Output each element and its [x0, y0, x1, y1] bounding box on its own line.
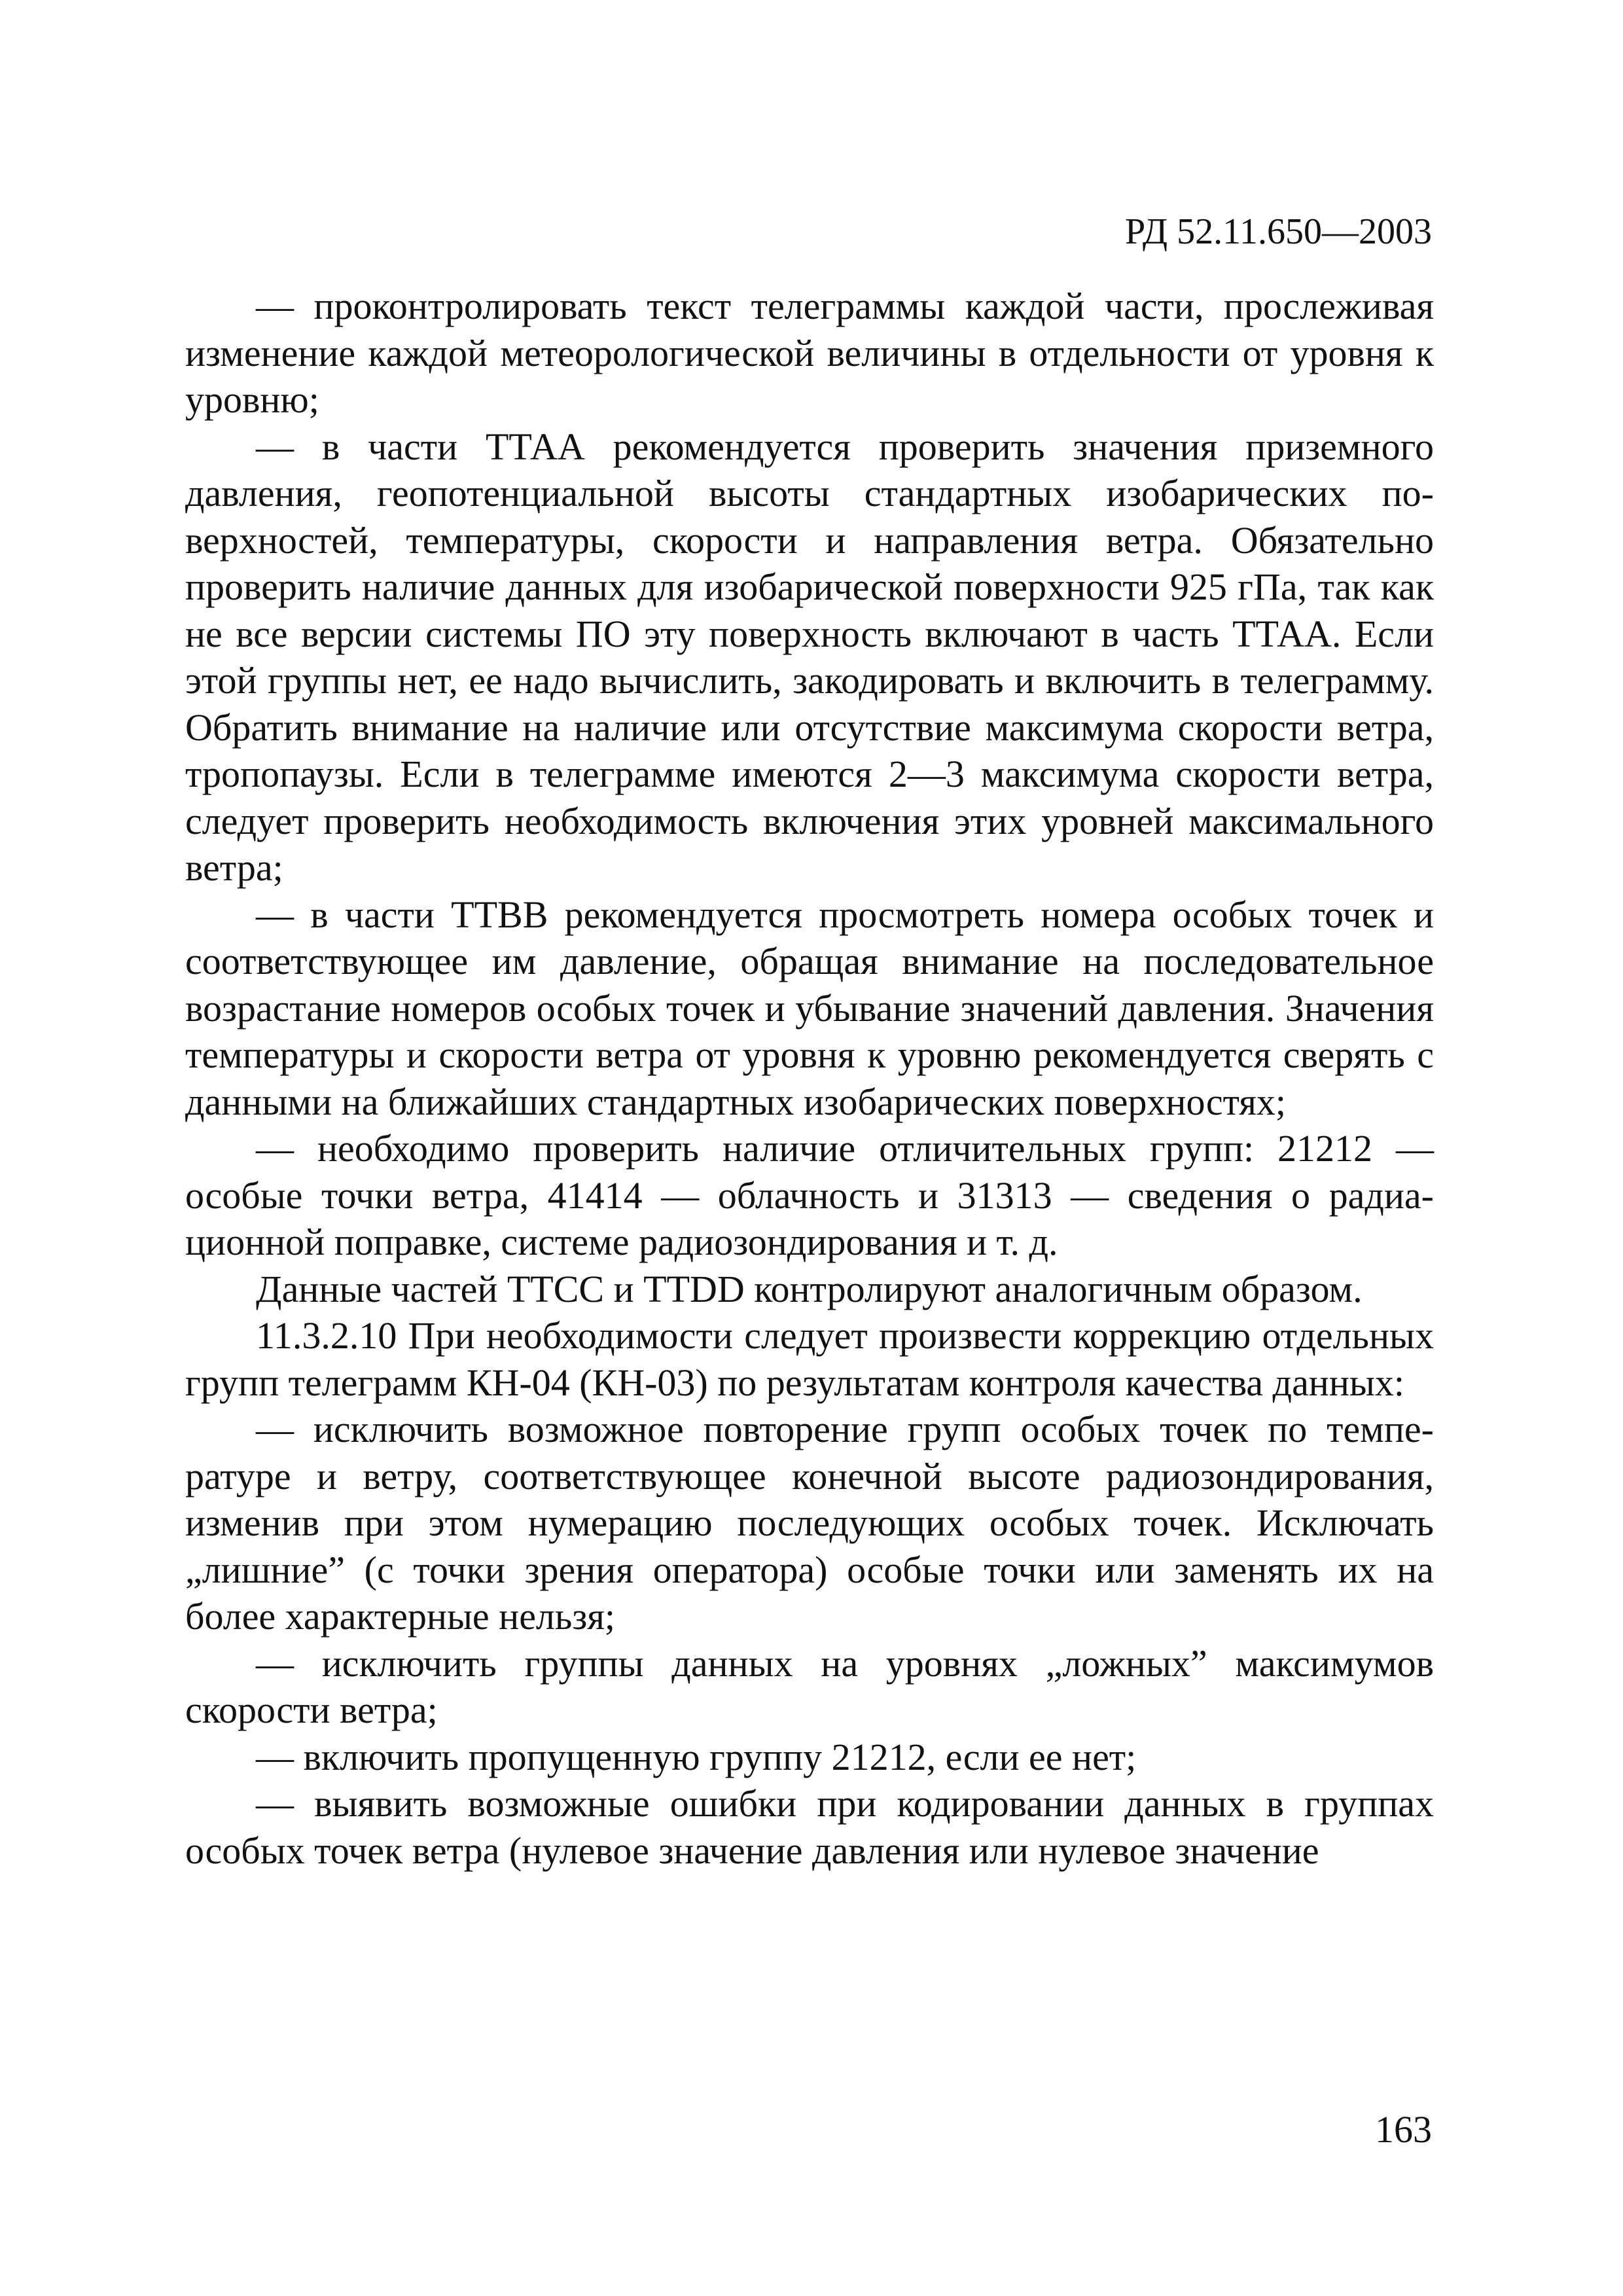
paragraph: — необходимо проверить наличие отличительных групп: 21212 — особые точки ветра, 41414 — облачность и 31313 — сведения о радиационной поправке, системе радиозондирования и т. д. — [185, 1127, 1434, 1263]
running-header: РД 52.11.650—2003 — [1124, 211, 1432, 252]
paragraph: — исключить возможное повторение групп особых точек по температуре и ветру, соответствующее конечной высоте радиозондирования, изменив при этом нумерацию последующих особых точек. Исключать „лишние” (с точки зрения оператора) особые точки или заменять их на более характерные нельзя; — [185, 1408, 1434, 1638]
page-number: 163 — [1375, 2108, 1432, 2151]
paragraph: — включить пропущенную группу 21212, если ее нет; — [256, 1735, 1137, 1778]
paragraph: 11.3.2.10 При необходимости следует произвести коррекцию отдельных групп телеграмм КН-04 (КН-03) по результатам контроля качества данных: — [185, 1314, 1434, 1404]
body-text — [185, 283, 1434, 1874]
paragraph: — исключить группы данных на уровнях „ложных” максимумов скорости ветра; — [185, 1641, 1434, 1731]
paragraph: — в части ТТАА рекомендуется проверить значения приземного давления, геопотенциальной высоты стандартных изобарических поверхностей, температуры, скорости и направления ветра. Обязательно проверить наличие данных для изобарической поверхности 925 гПа, так как не все версии системы ПО эту поверхность включают в часть ТТАА. Если этой группы нет, ее надо вычислить, закодировать и включить в телеграмму. Обратить внимание на наличие или отсутствие максимума скорости ветра, тропопаузы. Если в телеграмме имеются 2—3 максимума скорости ветра, следует проверить необходимость включения этих уровней максимального ветра; — [185, 425, 1434, 889]
paragraph: — в части ТТВВ рекомендуется просмотреть номера особых точек и соответствующее им давление, обращая внимание на последовательное возрастание номеров особых точек и убывание значений давления. Значения температуры и скорости ветра от уровня к уровню рекомендуется сверять с данными на ближайших стандартных изобарических поверхностях; — [185, 893, 1434, 1123]
paragraph: Данные частей ТТСС и TTDD контролируют аналогичным образом. — [256, 1267, 1363, 1310]
paragraph: — проконтролировать текст телеграммы каждой части, прослеживая изменение каждой метеорологической величины в отдельности от уровня к уровню; — [185, 285, 1434, 421]
paragraph: — выявить возможные ошибки при кодировании данных в группах особых точек ветра (нулевое значение давления или нулевое значение — [185, 1782, 1434, 1872]
